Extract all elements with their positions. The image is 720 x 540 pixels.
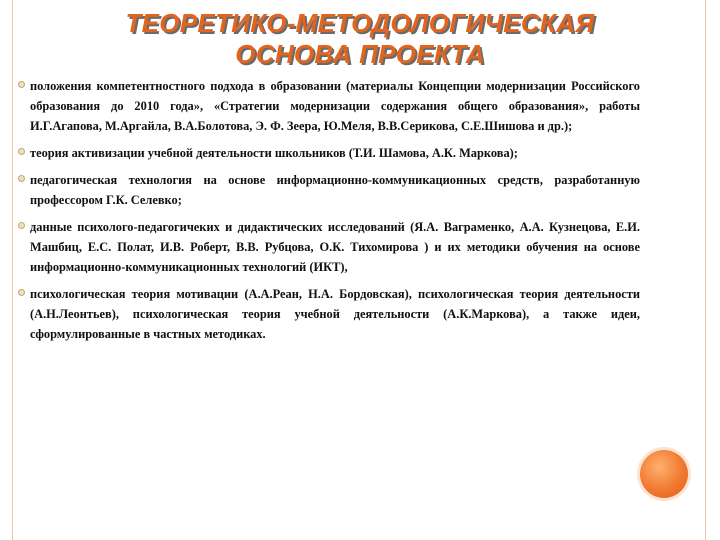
list-item [18, 217, 640, 277]
bullet-icon [18, 175, 25, 182]
title-line-1: ТЕОРЕТИКО-МЕТОДОЛОГИЧЕСКАЯ [125, 8, 595, 38]
list-item [18, 143, 640, 163]
bullet-icon [18, 81, 25, 88]
list-item-text: теория активизации учебной деятельности школьников (Т.И. Шамова, А.К. Маркова); [30, 146, 518, 160]
slide-title [20, 8, 700, 70]
bullet-icon [18, 148, 25, 155]
list-item-text: педагогическая технология на основе информационно-коммуникационных средств, разработанную профессором Г.К. Селевко; [30, 173, 640, 207]
decorative-circle-icon [640, 450, 688, 498]
list-item [18, 284, 640, 344]
list-item [18, 170, 640, 210]
list-item [18, 76, 640, 136]
title-line-2: ОСНОВА ПРОЕКТА [235, 39, 485, 69]
bullet-icon [18, 289, 25, 296]
list-item-text: данные психолого-педагогичеких и дидактических исследований (Я.А. Ваграменко, А.А. Кузнецова, Е.И. Машбиц, Е.С. Полат, И.В. Роберт, В.В. Рубцова, О.К. Тихомирова ) и их методики обучения на основе информационно-коммуникационных технологий (ИКТ), [30, 220, 640, 274]
bullet-list [18, 76, 640, 351]
list-item-text: положения компетентностного подхода в образовании (материалы Концепции модернизации Российского образования до 2010 года», «Стратегии модернизации содержания общего образования», работы И.Г.Агапова, М.Аргайла, В.А.Болотова, Э. Ф. Зеера, Ю.Меля, В.В.Серикова, С.Е.Шишова и др.); [30, 79, 640, 133]
list-item-text: психологическая теория мотивации (А.А.Реан, Н.А. Бордовская), психологическая теория деятельности (А.Н.Леонтьев), психологическая теория учебной деятельности (А.К.Маркова), а также идеи, сформулированные в частных методиках. [30, 287, 640, 341]
bullet-icon [18, 222, 25, 229]
